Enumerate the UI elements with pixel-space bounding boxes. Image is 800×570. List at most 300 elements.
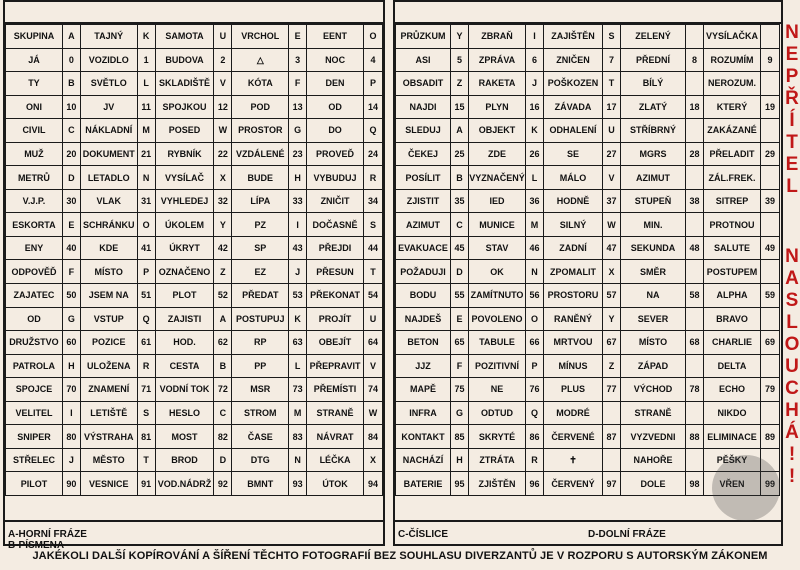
code-cell: 94 xyxy=(364,472,383,496)
code-cell xyxy=(686,307,704,331)
code-cell: 53 xyxy=(289,284,307,308)
code-cell: 93 xyxy=(289,472,307,496)
phrase-cell: ZNIČIT xyxy=(307,189,364,213)
code-cell: 5 xyxy=(451,48,469,72)
code-cell: Q xyxy=(137,307,155,331)
phrase-cell: MAPĚ xyxy=(396,378,451,402)
phrase-cell: SPOJCE xyxy=(6,378,63,402)
code-cell: G xyxy=(62,307,80,331)
code-cell: 72 xyxy=(214,378,232,402)
phrase-cell: MGRS xyxy=(621,142,686,166)
code-cell: 51 xyxy=(137,284,155,308)
phrase-cell: VODNÍ TOK xyxy=(155,378,214,402)
code-cell: O xyxy=(526,307,544,331)
code-cell: 4 xyxy=(364,48,383,72)
phrase-cell: VÝCHOD xyxy=(621,378,686,402)
code-cell: 40 xyxy=(62,236,80,260)
phrase-cell: SPOJKOU xyxy=(155,95,214,119)
code-cell: 17 xyxy=(603,95,621,119)
phrase-cell: ROZUMÍM xyxy=(704,48,761,72)
code-cell: K xyxy=(137,25,155,49)
table-row xyxy=(6,72,383,96)
phrase-cell: MÍSTO xyxy=(621,331,686,355)
code-cell: 63 xyxy=(289,331,307,355)
side-letter: P xyxy=(785,66,799,87)
code-cell: M xyxy=(137,119,155,143)
phrase-cell: VÝSTRAHA xyxy=(80,425,137,449)
phrase-cell: PRŮZKUM xyxy=(396,25,451,49)
phrase-cell: HODNĚ xyxy=(544,189,603,213)
phrase-cell: NOC xyxy=(307,48,364,72)
phrase-cell: MODRÉ xyxy=(544,401,603,425)
phrase-cell: OD xyxy=(6,307,63,331)
code-cell: 2 xyxy=(214,48,232,72)
code-cell: 20 xyxy=(62,142,80,166)
side-letter: L xyxy=(786,312,798,333)
code-cell xyxy=(686,401,704,425)
phrase-cell: NACHÁZÍ xyxy=(396,448,451,472)
table-row xyxy=(396,48,780,72)
phrase-cell: SEVER xyxy=(621,307,686,331)
code-cell: 41 xyxy=(137,236,155,260)
side-letter: N xyxy=(785,22,799,43)
legend-d: D-DOLNÍ FRÁZE xyxy=(588,529,666,540)
code-cell: 37 xyxy=(603,189,621,213)
code-cell: V xyxy=(603,166,621,190)
phrase-cell: ZLATÝ xyxy=(621,95,686,119)
code-cell: 3 xyxy=(289,48,307,72)
phrase-cell: PĚŠKY xyxy=(704,448,761,472)
code-cell: E xyxy=(62,213,80,237)
phrase-cell: ECHO xyxy=(704,378,761,402)
phrase-cell: ZAJIŠTĚN xyxy=(544,25,603,49)
code-cell: B xyxy=(62,72,80,96)
phrase-cell: VELITEL xyxy=(6,401,63,425)
code-cell: 77 xyxy=(603,378,621,402)
table-row xyxy=(396,236,780,260)
table-row xyxy=(6,213,383,237)
code-cell: B xyxy=(451,166,469,190)
code-cell: 38 xyxy=(686,189,704,213)
phrase-cell: PLOT xyxy=(155,284,214,308)
phrase-cell: OBEJÍT xyxy=(307,331,364,355)
phrase-cell: PROJÍT xyxy=(307,307,364,331)
left-code-table xyxy=(5,24,383,496)
code-cell: 33 xyxy=(289,189,307,213)
phrase-cell: NAJDEŠ xyxy=(396,307,451,331)
side-letter: ! xyxy=(788,466,796,487)
code-cell: W xyxy=(364,401,383,425)
side-word-nepritel xyxy=(784,22,800,198)
phrase-cell: CIVIL xyxy=(6,119,63,143)
phrase-cell: MÍNUS xyxy=(544,354,603,378)
code-cell xyxy=(761,72,780,96)
code-cell: 57 xyxy=(603,284,621,308)
phrase-cell: DOLE xyxy=(621,472,686,496)
code-cell: J xyxy=(289,260,307,284)
phrase-cell: POŽADUJI xyxy=(396,260,451,284)
code-cell: P xyxy=(526,354,544,378)
phrase-cell: ÚKRYT xyxy=(155,236,214,260)
table-row xyxy=(396,354,780,378)
code-cell: 31 xyxy=(137,189,155,213)
phrase-cell: VZDÁLENÉ xyxy=(232,142,289,166)
code-cell: 24 xyxy=(364,142,383,166)
code-cell: 55 xyxy=(451,284,469,308)
code-cell: L xyxy=(137,72,155,96)
table-row xyxy=(396,378,780,402)
code-cell: Y xyxy=(603,307,621,331)
phrase-cell: SLEDUJ xyxy=(396,119,451,143)
side-word-nasloucha xyxy=(784,246,800,488)
phrase-cell: BUDOVA xyxy=(155,48,214,72)
code-cell xyxy=(686,260,704,284)
left-code-panel xyxy=(3,0,385,522)
phrase-cell: NA xyxy=(621,284,686,308)
phrase-cell: ZÁVADA xyxy=(544,95,603,119)
code-cell: 95 xyxy=(451,472,469,496)
code-cell: Y xyxy=(214,213,232,237)
phrase-cell: PROTNOU xyxy=(704,213,761,237)
phrase-cell: BODU xyxy=(396,284,451,308)
code-cell: H xyxy=(289,166,307,190)
phrase-cell: OBSADIT xyxy=(396,72,451,96)
code-cell xyxy=(761,401,780,425)
side-letter: E xyxy=(785,154,799,175)
phrase-cell: OZNAČENO xyxy=(155,260,214,284)
phrase-cell: PP xyxy=(232,354,289,378)
code-cell: 0 xyxy=(62,48,80,72)
phrase-cell: OBJEKT xyxy=(469,119,526,143)
code-cell: 54 xyxy=(364,284,383,308)
code-cell: Q xyxy=(364,119,383,143)
phrase-cell: SAMOTA xyxy=(155,25,214,49)
phrase-cell: PZ xyxy=(232,213,289,237)
phrase-cell: SEKUNDA xyxy=(621,236,686,260)
table-row xyxy=(6,472,383,496)
code-cell xyxy=(686,354,704,378)
phrase-cell: RYBNÍK xyxy=(155,142,214,166)
table-row xyxy=(6,401,383,425)
code-cell: H xyxy=(62,354,80,378)
phrase-cell: SKLADIŠTĚ xyxy=(155,72,214,96)
phrase-cell: PŘESUN xyxy=(307,260,364,284)
phrase-cell: SCHRÁNKU xyxy=(80,213,137,237)
code-cell: 29 xyxy=(761,142,780,166)
phrase-cell: ZNIČEN xyxy=(544,48,603,72)
side-letter: U xyxy=(785,356,799,377)
phrase-cell: PŘEMÍSTI xyxy=(307,378,364,402)
code-cell: D xyxy=(214,448,232,472)
code-cell: 89 xyxy=(761,425,780,449)
side-letter: L xyxy=(786,176,798,197)
phrase-cell: ZPRÁVA xyxy=(469,48,526,72)
code-cell: 68 xyxy=(686,331,704,355)
phrase-cell: ENY xyxy=(6,236,63,260)
code-cell: 32 xyxy=(214,189,232,213)
phrase-cell: SKUPINA xyxy=(6,25,63,49)
code-cell: F xyxy=(289,72,307,96)
code-cell: 49 xyxy=(761,236,780,260)
phrase-cell: KÓTA xyxy=(232,72,289,96)
phrase-cell: PŘEKONAT xyxy=(307,284,364,308)
phrase-cell: VYSÍLAČKA xyxy=(704,25,761,49)
phrase-cell: ASI xyxy=(396,48,451,72)
phrase-cell: ZJISTIT xyxy=(396,189,451,213)
phrase-cell: ZAJISTI xyxy=(155,307,214,331)
phrase-cell: KDE xyxy=(80,236,137,260)
phrase-cell: ZELENÝ xyxy=(621,25,686,49)
table-row xyxy=(396,189,780,213)
code-cell: L xyxy=(289,354,307,378)
code-cell xyxy=(761,307,780,331)
phrase-cell: RANĚNÝ xyxy=(544,307,603,331)
code-cell: L xyxy=(526,166,544,190)
table-row xyxy=(6,331,383,355)
phrase-cell: VOZIDLO xyxy=(80,48,137,72)
phrase-cell: PATROLA xyxy=(6,354,63,378)
code-cell xyxy=(686,166,704,190)
phrase-cell: ODTUD xyxy=(469,401,526,425)
phrase-cell: STRANĚ xyxy=(621,401,686,425)
code-cell: 98 xyxy=(686,472,704,496)
phrase-cell: PŘEDAT xyxy=(232,284,289,308)
phrase-cell: LETIŠTĚ xyxy=(80,401,137,425)
code-cell: 56 xyxy=(526,284,544,308)
code-cell: N xyxy=(526,260,544,284)
code-cell: D xyxy=(62,166,80,190)
phrase-cell: VYBUDUJ xyxy=(307,166,364,190)
phrase-cell: VYHLEDEJ xyxy=(155,189,214,213)
code-cell: W xyxy=(214,119,232,143)
code-cell: 13 xyxy=(289,95,307,119)
code-cell: H xyxy=(451,448,469,472)
code-cell: 50 xyxy=(62,284,80,308)
table-row xyxy=(396,119,780,143)
phrase-cell: STAV xyxy=(469,236,526,260)
code-cell: 62 xyxy=(214,331,232,355)
phrase-cell: EZ xyxy=(232,260,289,284)
phrase-cell: ZAKÁZANÉ xyxy=(704,119,761,143)
table-row xyxy=(396,213,780,237)
code-cell: M xyxy=(526,213,544,237)
phrase-cell: STŘÍBRNÝ xyxy=(621,119,686,143)
code-cell: K xyxy=(526,119,544,143)
phrase-cell: TABULE xyxy=(469,331,526,355)
table-row xyxy=(396,72,780,96)
phrase-cell: PLUS xyxy=(544,378,603,402)
code-cell: S xyxy=(137,401,155,425)
phrase-cell: OK xyxy=(469,260,526,284)
phrase-cell: MIN. xyxy=(621,213,686,237)
phrase-cell: MÍSTO xyxy=(80,260,137,284)
phrase-cell: ZAMÍTNUTO xyxy=(469,284,526,308)
code-cell: 74 xyxy=(364,378,383,402)
phrase-cell: ÚTOK xyxy=(307,472,364,496)
phrase-cell: SE xyxy=(544,142,603,166)
code-cell: 92 xyxy=(214,472,232,496)
table-row xyxy=(396,331,780,355)
side-letter: E xyxy=(785,44,799,65)
phrase-cell: JÁ xyxy=(6,48,63,72)
code-cell: A xyxy=(214,307,232,331)
code-cell: 44 xyxy=(364,236,383,260)
phrase-cell: AZIMUT xyxy=(621,166,686,190)
code-cell: A xyxy=(451,119,469,143)
table-row xyxy=(6,260,383,284)
copyright-footer: JAKÉKOLI DALŠÍ KOPÍROVÁNÍ A ŠÍŘENÍ TĚCHTO FOTOGRAFIÍ BEZ SOUHLASU DIVERZANTŮ JE V ROZPORU S AUTORSKÝM ZÁKONEM xyxy=(32,550,768,562)
code-cell: S xyxy=(603,25,621,49)
phrase-cell: V.J.P. xyxy=(6,189,63,213)
code-cell: 21 xyxy=(137,142,155,166)
code-cell: 67 xyxy=(603,331,621,355)
table-row xyxy=(396,307,780,331)
phrase-cell: METRŮ xyxy=(6,166,63,190)
code-cell: 64 xyxy=(364,331,383,355)
code-cell: V xyxy=(364,354,383,378)
table-row xyxy=(6,95,383,119)
code-cell: 81 xyxy=(137,425,155,449)
phrase-cell: POSÍLIT xyxy=(396,166,451,190)
phrase-cell: SNIPER xyxy=(6,425,63,449)
phrase-cell: NÁVRAT xyxy=(307,425,364,449)
phrase-cell: VYSÍLAČ xyxy=(155,166,214,190)
side-letter: O xyxy=(784,334,800,355)
code-cell: 18 xyxy=(686,95,704,119)
code-cell: 6 xyxy=(526,48,544,72)
code-cell: 48 xyxy=(686,236,704,260)
phrase-cell: DOČASNĚ xyxy=(307,213,364,237)
code-cell xyxy=(686,213,704,237)
code-cell: 10 xyxy=(62,95,80,119)
table-row xyxy=(6,166,383,190)
code-cell: 70 xyxy=(62,378,80,402)
phrase-cell: VYZVEDNI xyxy=(621,425,686,449)
code-cell: 82 xyxy=(214,425,232,449)
phrase-cell: SP xyxy=(232,236,289,260)
code-cell: 1 xyxy=(137,48,155,72)
code-cell: 75 xyxy=(451,378,469,402)
code-cell: 46 xyxy=(526,236,544,260)
side-letter: A xyxy=(785,268,799,289)
code-cell xyxy=(686,448,704,472)
code-cell: 61 xyxy=(137,331,155,355)
phrase-cell: NAJDI xyxy=(396,95,451,119)
code-cell: N xyxy=(137,166,155,190)
code-cell: O xyxy=(137,213,155,237)
code-cell: N xyxy=(289,448,307,472)
phrase-cell: DO xyxy=(307,119,364,143)
code-cell: C xyxy=(214,401,232,425)
phrase-cell: ZNAMENÍ xyxy=(80,378,137,402)
code-cell: 34 xyxy=(364,189,383,213)
code-cell xyxy=(686,72,704,96)
phrase-cell: BUDE xyxy=(232,166,289,190)
phrase-cell: ONI xyxy=(6,95,63,119)
table-row xyxy=(6,189,383,213)
code-cell xyxy=(686,119,704,143)
code-cell: 97 xyxy=(603,472,621,496)
phrase-cell: STUPEŇ xyxy=(621,189,686,213)
code-cell: 69 xyxy=(761,331,780,355)
phrase-cell: PILOT xyxy=(6,472,63,496)
code-cell: Z xyxy=(451,72,469,96)
code-cell: P xyxy=(364,72,383,96)
code-cell: 65 xyxy=(451,331,469,355)
side-letter: ! xyxy=(788,444,796,465)
phrase-cell: SILNÝ xyxy=(544,213,603,237)
code-cell: K xyxy=(289,307,307,331)
code-cell: E xyxy=(451,307,469,331)
phrase-cell: NÁKLADNÍ xyxy=(80,119,137,143)
code-cell: 76 xyxy=(526,378,544,402)
phrase-cell: RP xyxy=(232,331,289,355)
code-cell: Q xyxy=(526,401,544,425)
phrase-cell: POSED xyxy=(155,119,214,143)
phrase-cell: MĚSTO xyxy=(80,448,137,472)
code-cell: F xyxy=(62,260,80,284)
phrase-cell: POZICE xyxy=(80,331,137,355)
phrase-cell: ALPHA xyxy=(704,284,761,308)
code-cell: 39 xyxy=(761,189,780,213)
phrase-cell: SKRYTÉ xyxy=(469,425,526,449)
phrase-cell: POD xyxy=(232,95,289,119)
left-header-strip xyxy=(5,2,383,24)
phrase-cell: SVĚTLO xyxy=(80,72,137,96)
side-letter: Í xyxy=(789,110,795,131)
phrase-cell: VRCHOL xyxy=(232,25,289,49)
code-cell: 96 xyxy=(526,472,544,496)
phrase-cell: PŘELADIT xyxy=(704,142,761,166)
legend-a: A-HORNÍ FRÁZE xyxy=(8,529,87,540)
phrase-cell: ZÁL.FREK. xyxy=(704,166,761,190)
side-letter: C xyxy=(785,378,799,399)
phrase-cell: EENT xyxy=(307,25,364,49)
phrase-cell: INFRA xyxy=(396,401,451,425)
code-cell: X xyxy=(603,260,621,284)
phrase-cell: LÍPA xyxy=(232,189,289,213)
code-cell xyxy=(761,166,780,190)
code-cell: R xyxy=(137,354,155,378)
code-cell: A xyxy=(62,25,80,49)
phrase-cell: POSTUPEM xyxy=(704,260,761,284)
table-row xyxy=(396,25,780,49)
phrase-cell: ESKORTA xyxy=(6,213,63,237)
legend-left xyxy=(3,522,385,551)
phrase-cell: NE xyxy=(469,378,526,402)
code-cell: 36 xyxy=(526,189,544,213)
phrase-cell: SITREP xyxy=(704,189,761,213)
phrase-cell: ZÁPAD xyxy=(621,354,686,378)
code-cell: M xyxy=(289,401,307,425)
code-cell: U xyxy=(364,307,383,331)
code-cell: 84 xyxy=(364,425,383,449)
table-row xyxy=(396,284,780,308)
code-cell xyxy=(761,260,780,284)
code-cell: 90 xyxy=(62,472,80,496)
phrase-cell: BROD xyxy=(155,448,214,472)
right-header-strip xyxy=(395,2,781,24)
code-cell xyxy=(603,401,621,425)
phrase-cell: ZBRAŇ xyxy=(469,25,526,49)
phrase-cell: ČASE xyxy=(232,425,289,449)
phrase-cell: STRANĚ xyxy=(307,401,364,425)
legend-c: C-ČÍSLICE xyxy=(398,529,448,540)
table-row xyxy=(6,425,383,449)
code-cell: S xyxy=(364,213,383,237)
phrase-cell: OD xyxy=(307,95,364,119)
phrase-cell: VOD.NÁDRŽ xyxy=(155,472,214,496)
